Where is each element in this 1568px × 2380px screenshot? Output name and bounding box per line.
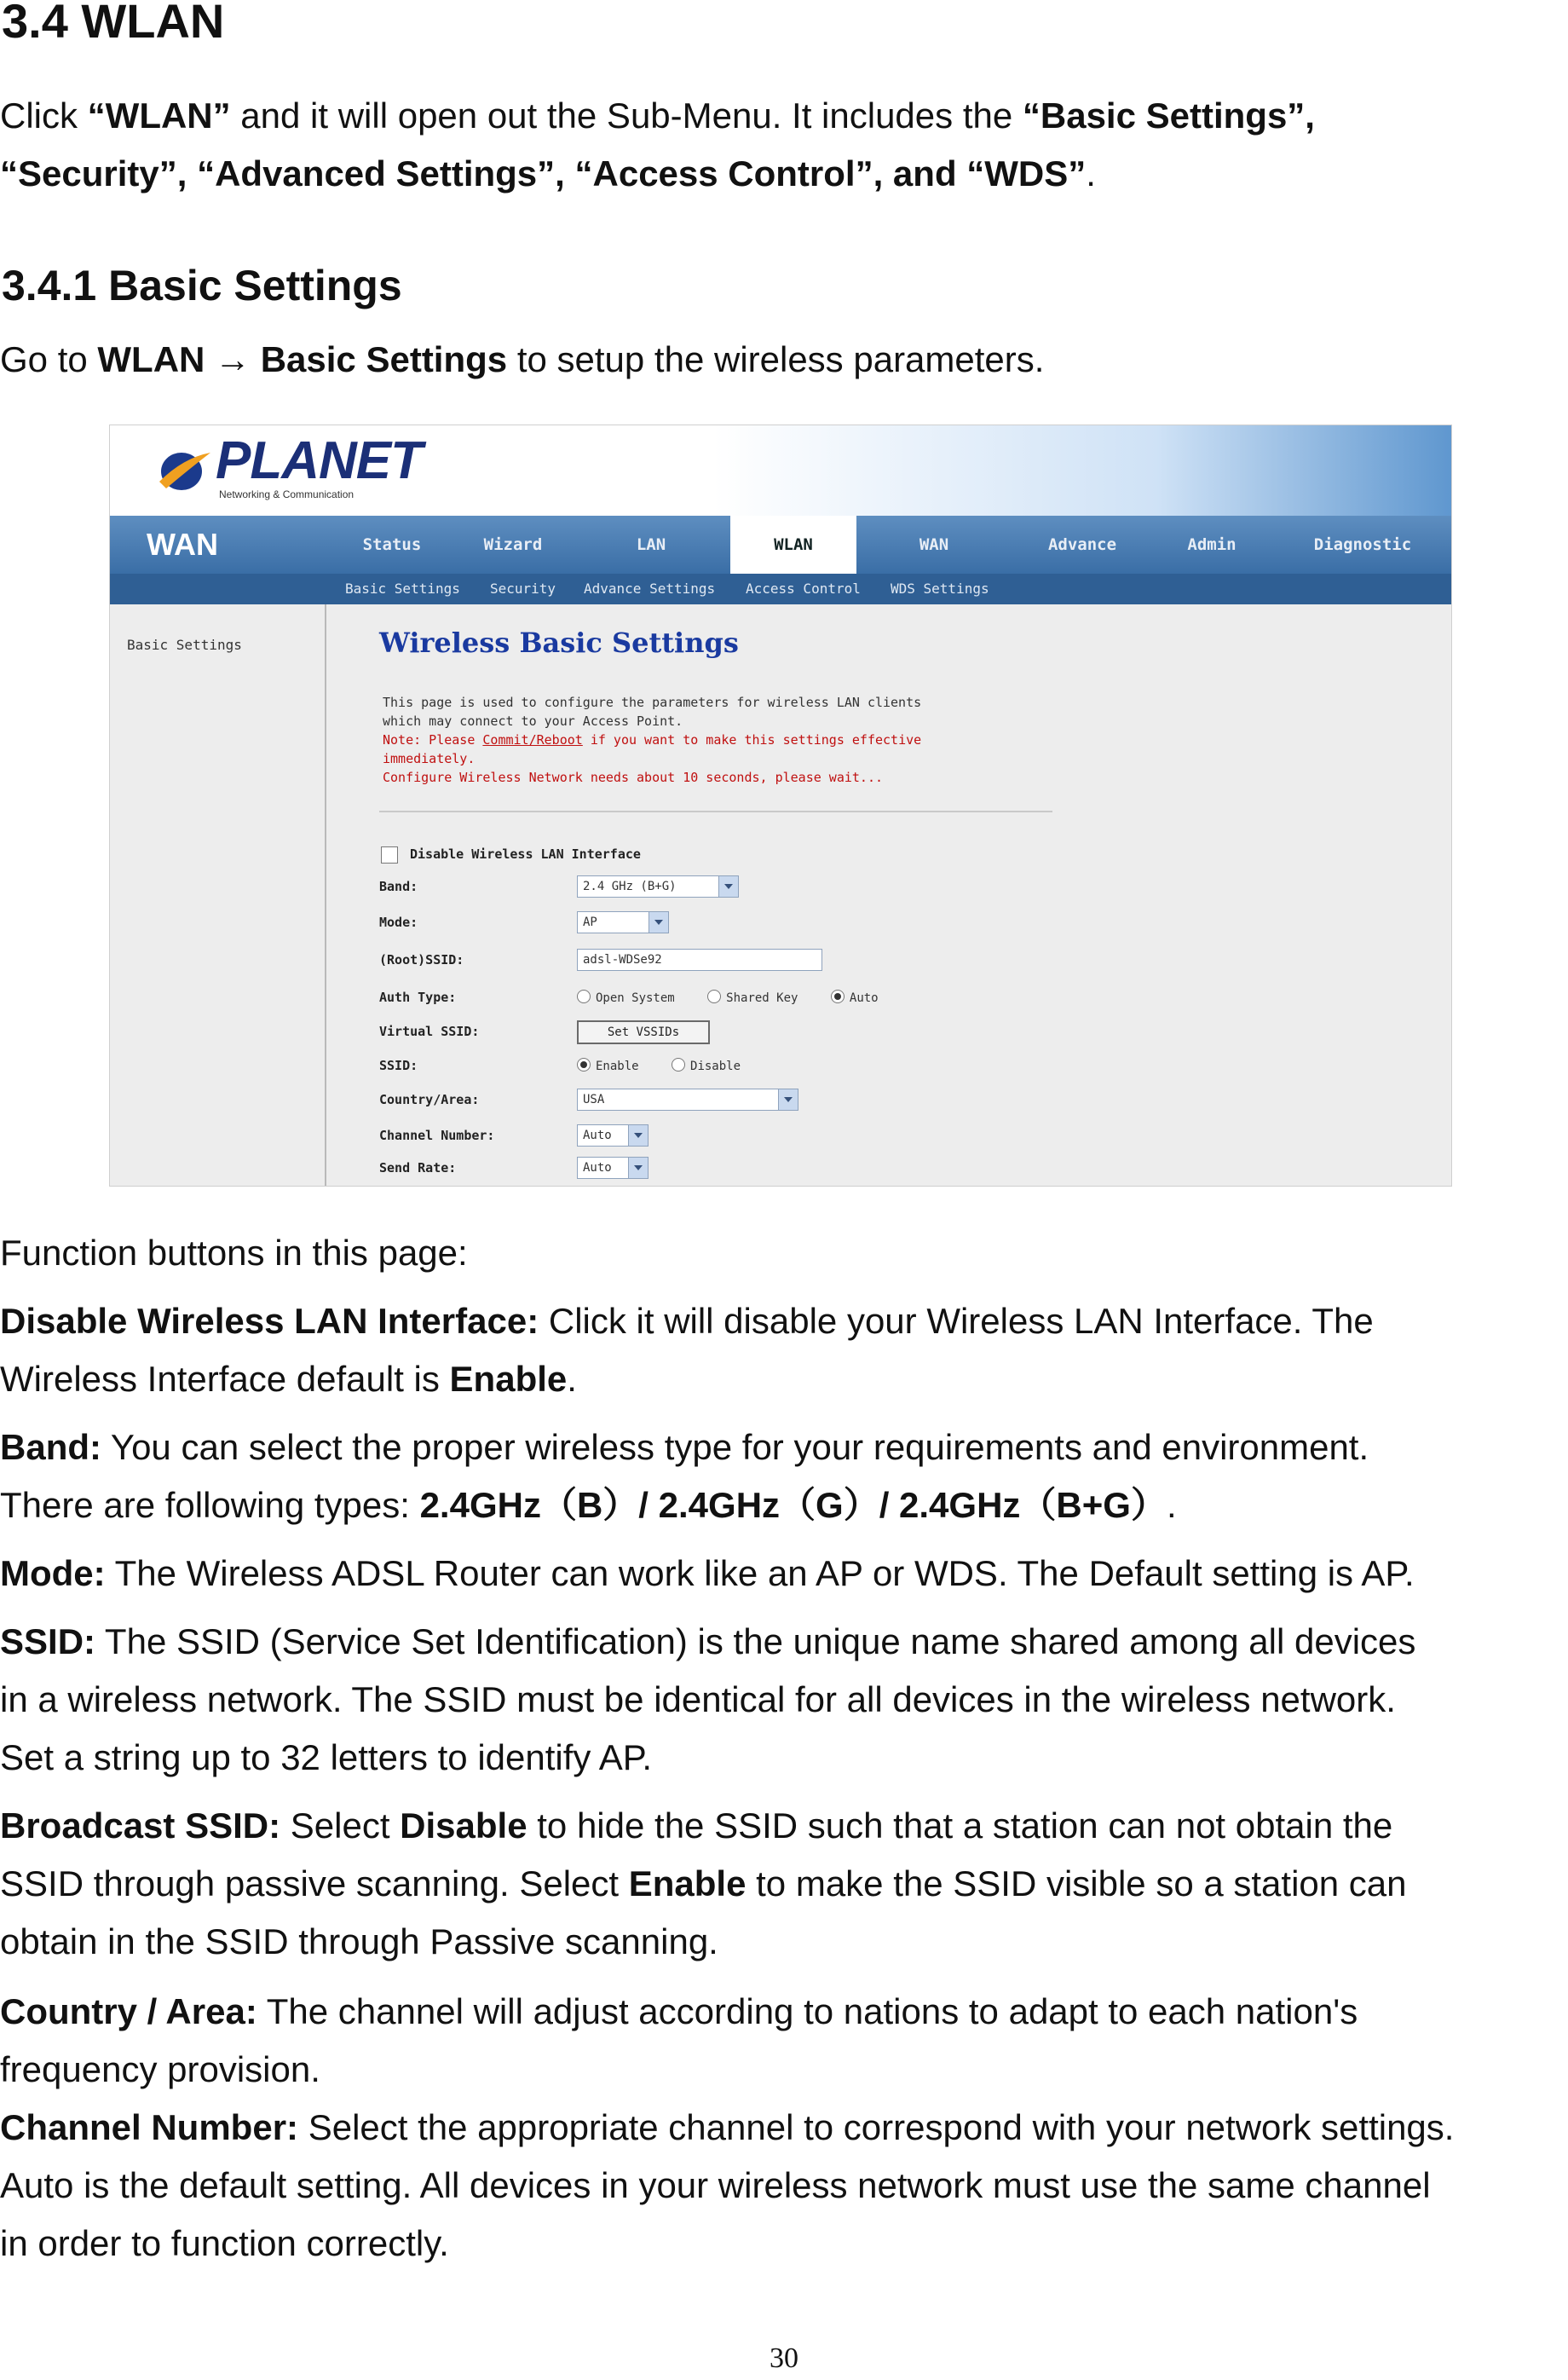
auth-auto-radio[interactable] bbox=[831, 990, 845, 1003]
band-paragraph: Band: You can select the proper wireless type for your requirements and environment. There are following types: 2.4GHz（B）/ 2.4GHz（G）/ 2.4GHz（B+G）. bbox=[0, 1427, 1369, 1525]
ssid-options: Enable Disable bbox=[577, 1058, 766, 1073]
page-description: This page is used to configure the parameters for wireless LAN clients which may connect to your Access Point. Note: Please Commit/Reboot if you want to make this settings effective immediately. Configure Wireless Network needs about 10 seconds, please wait... bbox=[383, 695, 922, 785]
country-select[interactable]: USA bbox=[577, 1089, 798, 1111]
chevron-down-icon bbox=[718, 876, 738, 897]
left-menu bbox=[110, 604, 326, 1186]
broadcast-ssid-paragraph: Broadcast SSID: Select Disable to hide the SSID such that a station can not obtain the SSID through passive scanning. Select Enable to make the SSID visible so a station can obtain in the SSID through Passive scanning. bbox=[0, 1805, 1407, 1961]
tab-wlan[interactable]: WLAN bbox=[730, 516, 856, 574]
section-title: 3.4 WLAN bbox=[2, 0, 225, 48]
ssid-enable-radio[interactable] bbox=[577, 1058, 591, 1072]
mode-select[interactable]: AP bbox=[577, 911, 669, 933]
subnav-basic-settings[interactable]: Basic Settings bbox=[345, 581, 460, 597]
content-panel bbox=[326, 604, 1451, 1186]
tab-admin[interactable]: Admin bbox=[1187, 535, 1237, 554]
band-select[interactable]: 2.4 GHz (B+G) bbox=[577, 875, 739, 898]
divider bbox=[379, 811, 1052, 812]
nav-brand: WAN bbox=[147, 527, 218, 562]
ssid-label: SSID: bbox=[379, 1058, 418, 1073]
root-ssid-input[interactable]: adsl-WDSe92 bbox=[577, 949, 822, 971]
disable-wlan-label: Disable Wireless LAN Interface bbox=[410, 846, 641, 862]
mode-label: Mode: bbox=[379, 915, 418, 930]
auth-type-label: Auth Type: bbox=[379, 990, 457, 1005]
auth-shared-radio[interactable] bbox=[707, 990, 721, 1003]
tab-advance[interactable]: Advance bbox=[1047, 535, 1117, 554]
sub-nav bbox=[110, 574, 1451, 604]
disable-wlan-checkbox[interactable] bbox=[381, 846, 398, 864]
tab-diagnostic[interactable]: Diagnostic bbox=[1313, 535, 1412, 554]
router-screenshot bbox=[109, 425, 1452, 1187]
auth-open-radio[interactable] bbox=[577, 990, 591, 1003]
send-rate-label: Send Rate: bbox=[379, 1160, 457, 1176]
channel-select[interactable]: Auto bbox=[577, 1124, 649, 1147]
country-label: Country/Area: bbox=[379, 1092, 480, 1107]
subnav-security[interactable]: Security bbox=[490, 581, 556, 597]
subnav-access-control[interactable]: Access Control bbox=[746, 581, 861, 597]
channel-label: Channel Number: bbox=[379, 1128, 495, 1143]
left-menu-basic-settings[interactable]: Basic Settings bbox=[127, 637, 242, 653]
ssid-disable-radio[interactable] bbox=[672, 1058, 685, 1072]
function-intro: Function buttons in this page: bbox=[0, 1233, 468, 1273]
tab-wizard[interactable]: Wizard bbox=[483, 535, 543, 554]
band-label: Band: bbox=[379, 879, 418, 894]
planet-logo-text: PLANET bbox=[216, 431, 422, 490]
intro-paragraph: Click “WLAN” and it will open out the Sub-Menu. It includes the “Basic Settings”, “Security”, “Advanced Settings”, “Access Control”, and “WDS”. bbox=[0, 95, 1315, 194]
country-paragraph: Country / Area: The channel will adjust according to nations to adapt to each nation's frequency provision. bbox=[0, 1991, 1358, 2089]
subnav-wds-settings[interactable]: WDS Settings bbox=[891, 581, 989, 597]
disable-paragraph: Disable Wireless LAN Interface: Click it will disable your Wireless LAN Interface. The Wireless Interface default is Enable. bbox=[0, 1301, 1374, 1399]
root-ssid-label: (Root)SSID: bbox=[379, 952, 464, 968]
send-rate-select[interactable]: Auto bbox=[577, 1157, 649, 1179]
channel-paragraph: Channel Number: Select the appropriate channel to correspond with your network settings. Auto is the default setting. All devices in your wireless network must use the same channel in order to function correctly. bbox=[0, 2107, 1455, 2263]
mode-paragraph: Mode: The Wireless ADSL Router can work like an AP or WDS. The Default setting is AP. bbox=[0, 1553, 1415, 1593]
header-banner bbox=[110, 425, 1451, 516]
goto-paragraph: Go to WLAN → Basic Settings to setup the wireless parameters. bbox=[0, 339, 1045, 379]
content-title: Wireless Basic Settings bbox=[379, 627, 739, 659]
subnav-advance-settings[interactable]: Advance Settings bbox=[584, 581, 716, 597]
arrow-right-icon: → bbox=[215, 339, 251, 379]
tab-status[interactable]: Status bbox=[362, 535, 422, 554]
chevron-down-icon bbox=[778, 1089, 798, 1110]
ssid-paragraph: SSID: The SSID (Service Set Identification) is the unique name shared among all devices in a wireless network. The SSID must be identical for all devices in the wireless network. Set a string up to 32 letters to identify AP. bbox=[0, 1621, 1416, 1777]
chevron-down-icon bbox=[628, 1125, 648, 1146]
chevron-down-icon bbox=[649, 912, 668, 933]
top-nav bbox=[110, 516, 1451, 574]
subsection-title: 3.4.1 Basic Settings bbox=[2, 262, 402, 309]
page-number: 30 bbox=[770, 2342, 798, 2374]
commit-reboot-link[interactable]: Commit/Reboot bbox=[482, 732, 583, 748]
virtual-ssid-label: Virtual SSID: bbox=[379, 1024, 480, 1039]
planet-logo-tagline: Networking & Communication bbox=[219, 488, 355, 500]
tab-lan[interactable]: LAN bbox=[636, 535, 666, 554]
set-vssids-button[interactable]: Set VSSIDs bbox=[577, 1020, 710, 1044]
chevron-down-icon bbox=[628, 1158, 648, 1178]
auth-type-options: Open System Shared Key Auto bbox=[577, 990, 904, 1005]
tab-wan[interactable]: WAN bbox=[919, 535, 949, 554]
planet-logo-icon bbox=[154, 444, 214, 495]
